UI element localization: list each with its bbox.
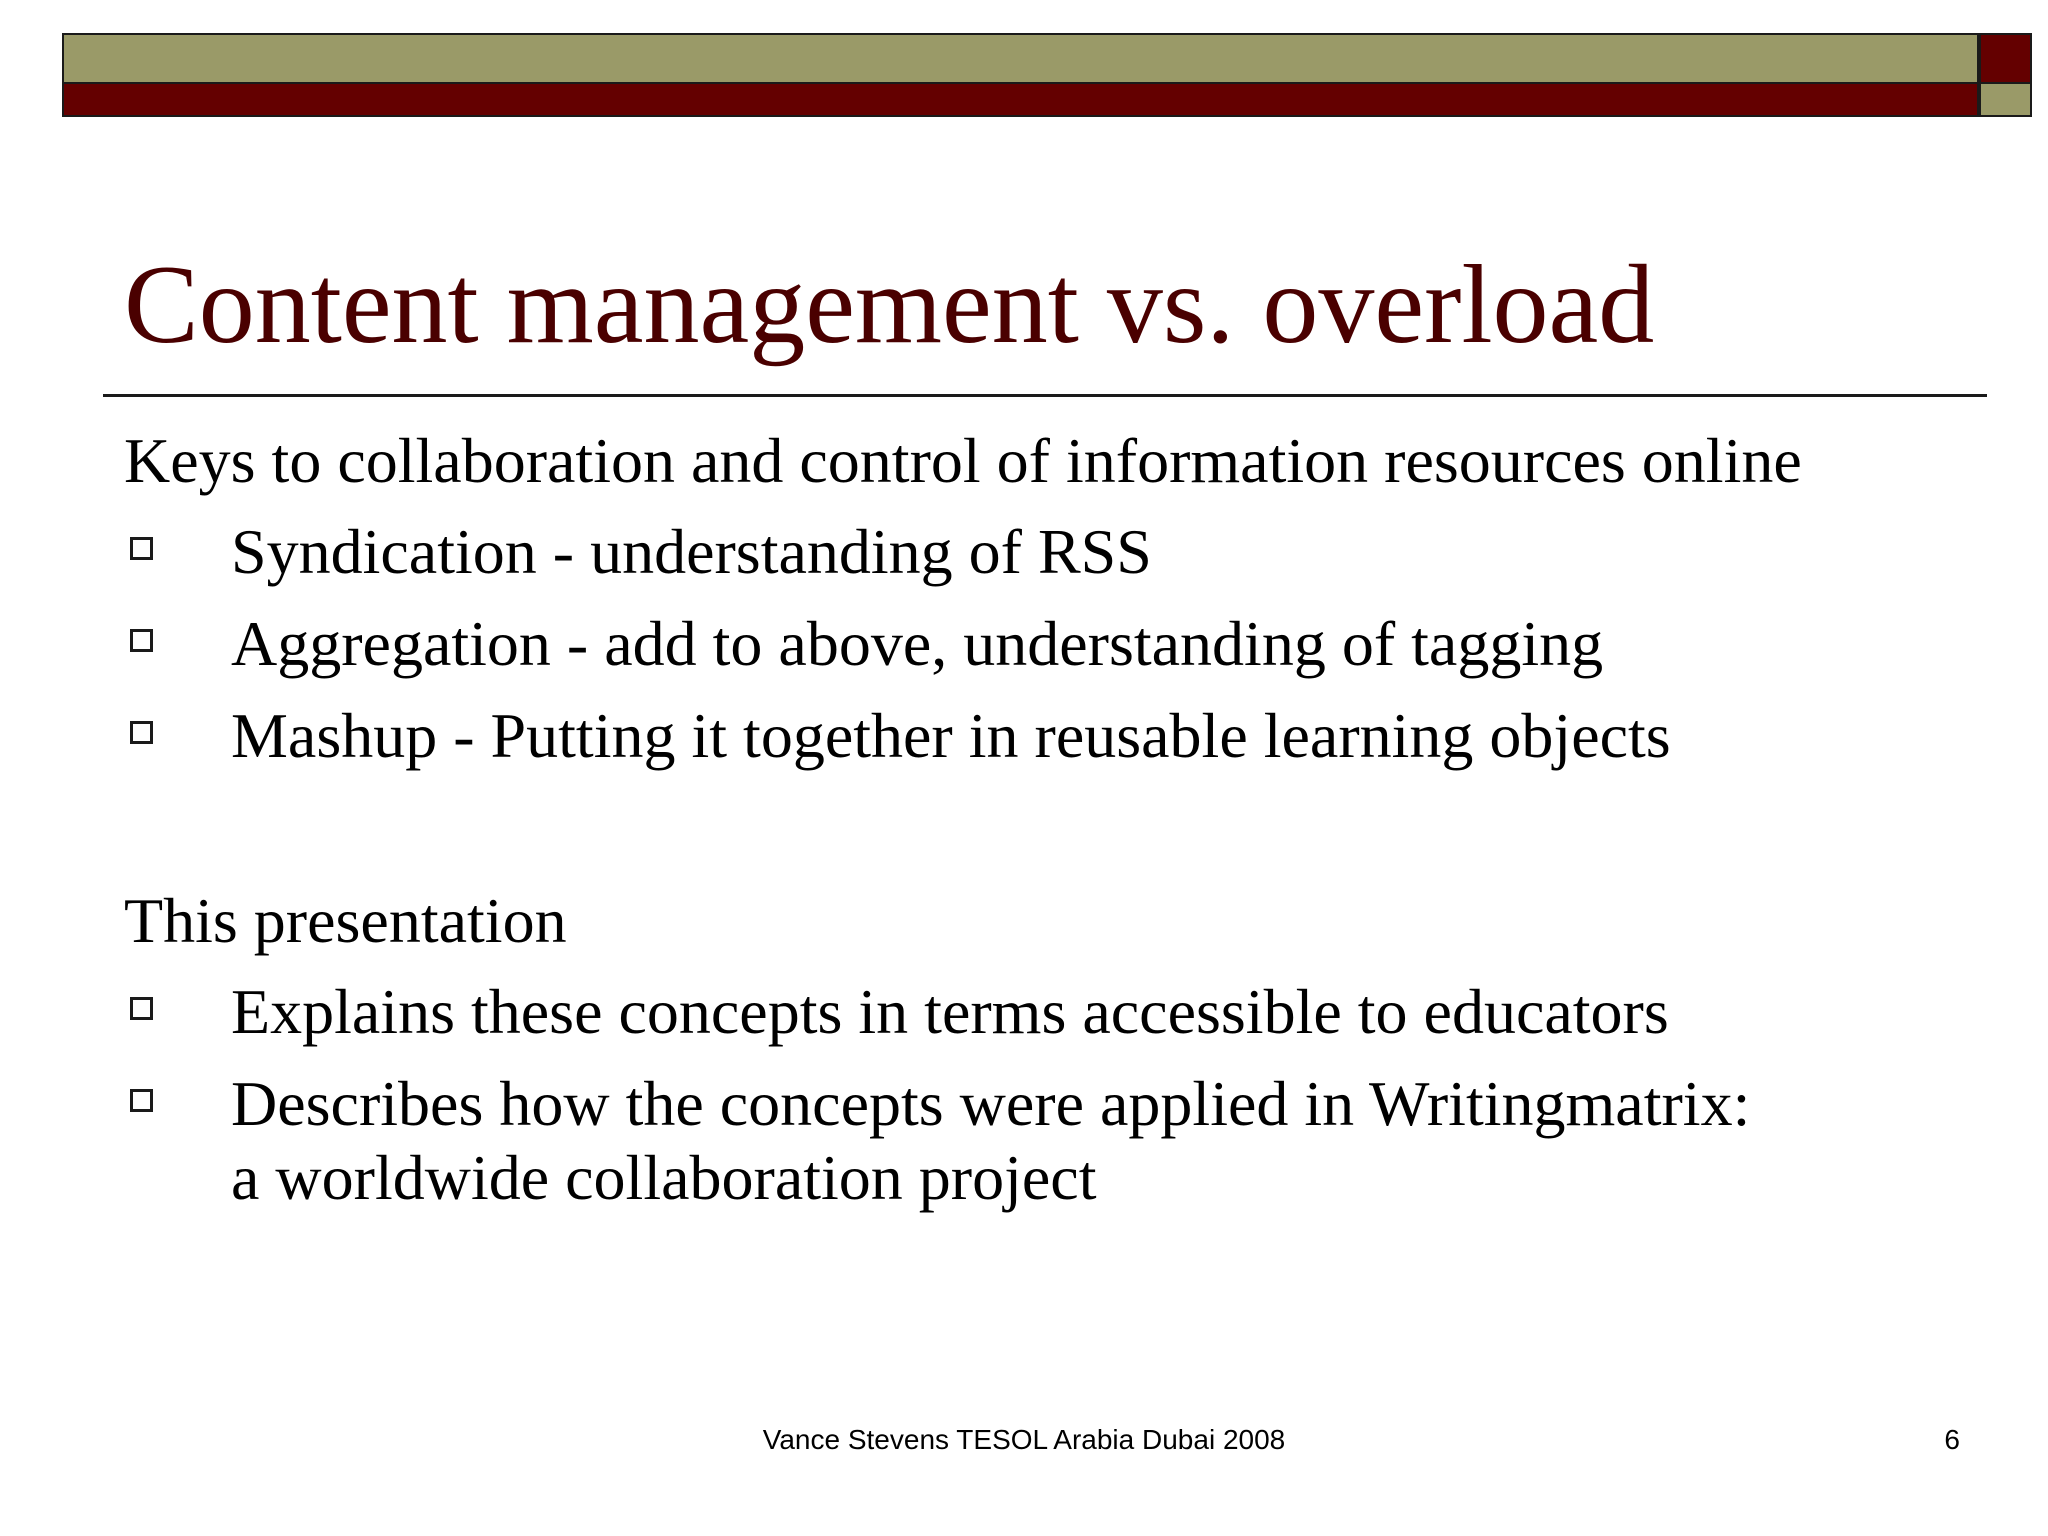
square-bullet-icon [130, 1089, 153, 1112]
square-bullet-icon [130, 629, 153, 652]
bullet-text: Aggregation - add to above, understanding of tagging [231, 608, 1604, 679]
section-heading-keys: Keys to collaboration and control of information resources online [124, 425, 1802, 496]
banner-corner-maroon-square [1979, 33, 2032, 84]
bullet-text-continuation: a worldwide collaboration project [231, 1142, 1097, 1213]
page-number: 6 [1944, 1424, 1960, 1455]
bullet-text: Mashup - Putting it together in reusable learning objects [231, 700, 1671, 771]
slide-title: Content management vs. overload [124, 243, 1655, 367]
square-bullet-icon [130, 997, 153, 1020]
title-divider [103, 394, 1987, 397]
bullet-text: Explains these concepts in terms accessible to educators [231, 976, 1669, 1047]
top-banner-olive-bar [62, 33, 1979, 84]
square-bullet-icon [130, 721, 153, 744]
top-banner-maroon-bar [62, 84, 1979, 117]
section-heading-presentation: This presentation [124, 885, 567, 956]
banner-corner-olive-square [1979, 84, 2032, 117]
bullet-text: Syndication - understanding of RSS [231, 516, 1152, 587]
square-bullet-icon [130, 537, 153, 560]
bullet-text: Describes how the concepts were applied in Writingmatrix: [231, 1068, 1751, 1139]
footer-text: Vance Stevens TESOL Arabia Dubai 2008 [762, 1424, 1286, 1455]
